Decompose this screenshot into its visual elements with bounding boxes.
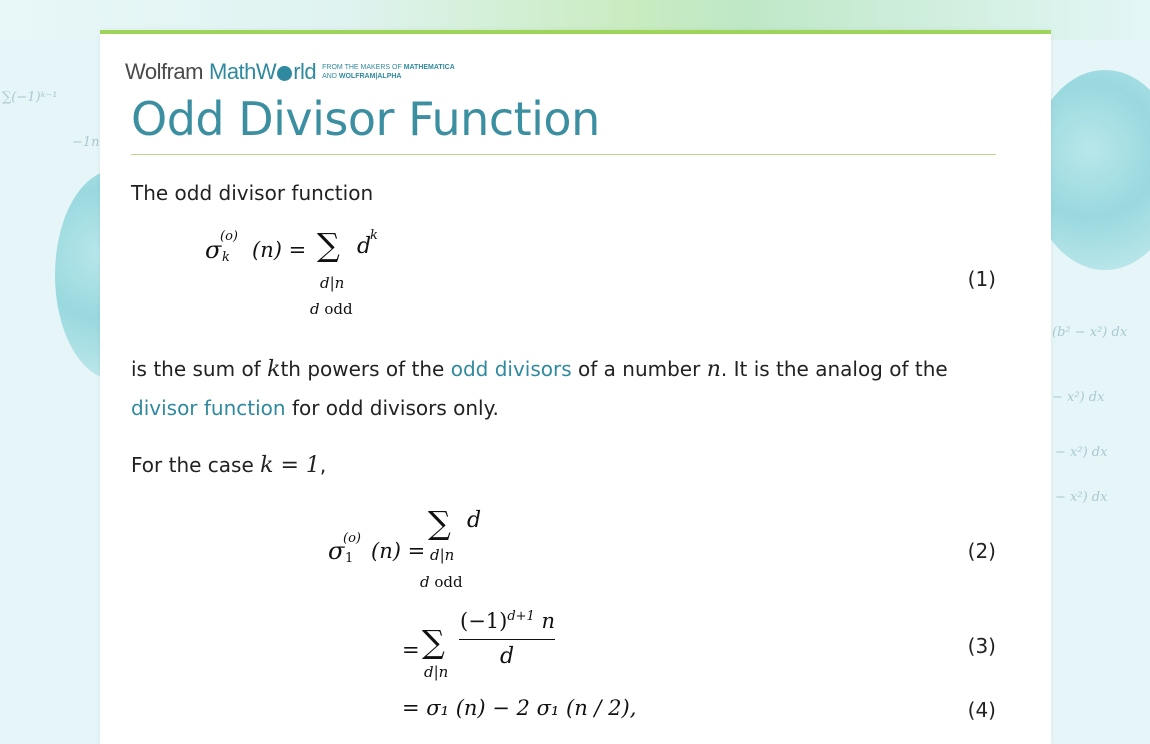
para3-expr: k = 1 (260, 453, 320, 478)
tagline-2-pre: AND (322, 73, 339, 80)
equation-2-number: (2) (967, 539, 996, 563)
background-formula-right-4: − x²) dx (1055, 490, 1108, 505)
eq2-sum: ∑ (428, 504, 451, 542)
tagline-1-bold: MATHEMATICA (403, 64, 455, 71)
background-formula-right-1: (b² − x²) dx (1052, 325, 1128, 340)
eq3-num-sup: d+1 (507, 609, 535, 624)
page-title: Odd Divisor Function (131, 92, 600, 146)
eq2-sup: (o) (343, 531, 361, 546)
description-paragraph (131, 350, 991, 427)
eq2-cond2-odd: odd (429, 573, 463, 591)
eq3-numerator (460, 609, 555, 633)
eq2-cond2 (420, 573, 463, 591)
equation-3-number: (3) (967, 634, 996, 658)
eq3-den: d (500, 644, 515, 669)
para3-text-1: For the case (131, 453, 261, 477)
eq2-arg: (n) = (371, 539, 426, 563)
background-formula-right-3: − x²) dx (1055, 445, 1108, 460)
background-formula-right-2: − x²) dx (1052, 390, 1105, 405)
title-divider (131, 154, 996, 155)
wolfram-mathworld-logo[interactable] (125, 58, 455, 86)
content-card (100, 30, 1051, 744)
eq1-sum: ∑ (317, 226, 340, 264)
para2-text-3: of a number (571, 357, 707, 381)
eq2-sigma: σ (328, 537, 345, 565)
para2-n: n (706, 357, 721, 382)
background-formula-left-2: −1n (72, 135, 100, 150)
para2-text-4: . It is the analog of the (720, 357, 948, 381)
equation-1 (205, 226, 405, 321)
brand-mathworld (209, 59, 316, 85)
intro-paragraph: The odd divisor function (131, 181, 374, 205)
brand-wolfram: Wolfram (125, 59, 203, 84)
eq3-equals: = (402, 638, 420, 662)
para2-text-1: is the sum of (131, 357, 268, 381)
equation-4-number: (4) (967, 698, 996, 722)
eq1-sigma: σ (205, 236, 222, 264)
brand-mathworld-post: rld (293, 59, 317, 84)
eq1-cond1: d|n (320, 274, 345, 292)
tagline-1-pre: FROM THE MAKERS OF (322, 64, 404, 71)
eq1-sup: (o) (220, 229, 238, 244)
brand-tagline (322, 63, 455, 81)
eq1-arg: (n) = (252, 238, 307, 262)
eq1-cond2-odd: odd (319, 300, 353, 318)
eq2-term: d (467, 508, 482, 533)
link-odd-divisors[interactable]: odd divisors (450, 357, 572, 381)
equation-2 (328, 504, 528, 594)
eq3-num-n: n (534, 609, 556, 633)
eq3-num: (−1) (460, 609, 508, 633)
eq2-cond1: d|n (430, 546, 455, 564)
link-divisor-function[interactable]: divisor function (131, 396, 286, 420)
equation-3 (402, 606, 582, 686)
equation-1-number: (1) (967, 267, 996, 291)
para2-k: k (267, 357, 281, 382)
para2-text-2: th powers of the (280, 357, 451, 381)
eq1-term-sup: k (370, 228, 378, 243)
eq2-cond2-d: d (420, 573, 430, 591)
eq3-cond: d|n (424, 663, 449, 681)
para3-text-2: , (319, 453, 327, 477)
eq1-sub: k (222, 250, 230, 265)
eq1-cond2 (310, 300, 353, 318)
equation-4: = σ₁ (n) − 2 σ₁ (n / 2), (402, 696, 637, 720)
eq1-cond2-d: d (310, 300, 320, 318)
eq1-term: d (357, 234, 372, 259)
tagline-2-bold: WOLFRAM|ALPHA (338, 73, 402, 80)
para2-text-5: for odd divisors only. (285, 396, 499, 420)
background-formula-left: ∑(−1)ᵏ⁻¹ (2, 90, 58, 105)
eq2-sub: 1 (345, 551, 354, 566)
case-paragraph (131, 446, 991, 485)
globe-icon (277, 66, 292, 81)
eq3-fraction-bar (459, 639, 555, 640)
eq3-sum: ∑ (422, 623, 445, 661)
brand-mathworld-pre: MathW (209, 59, 277, 84)
